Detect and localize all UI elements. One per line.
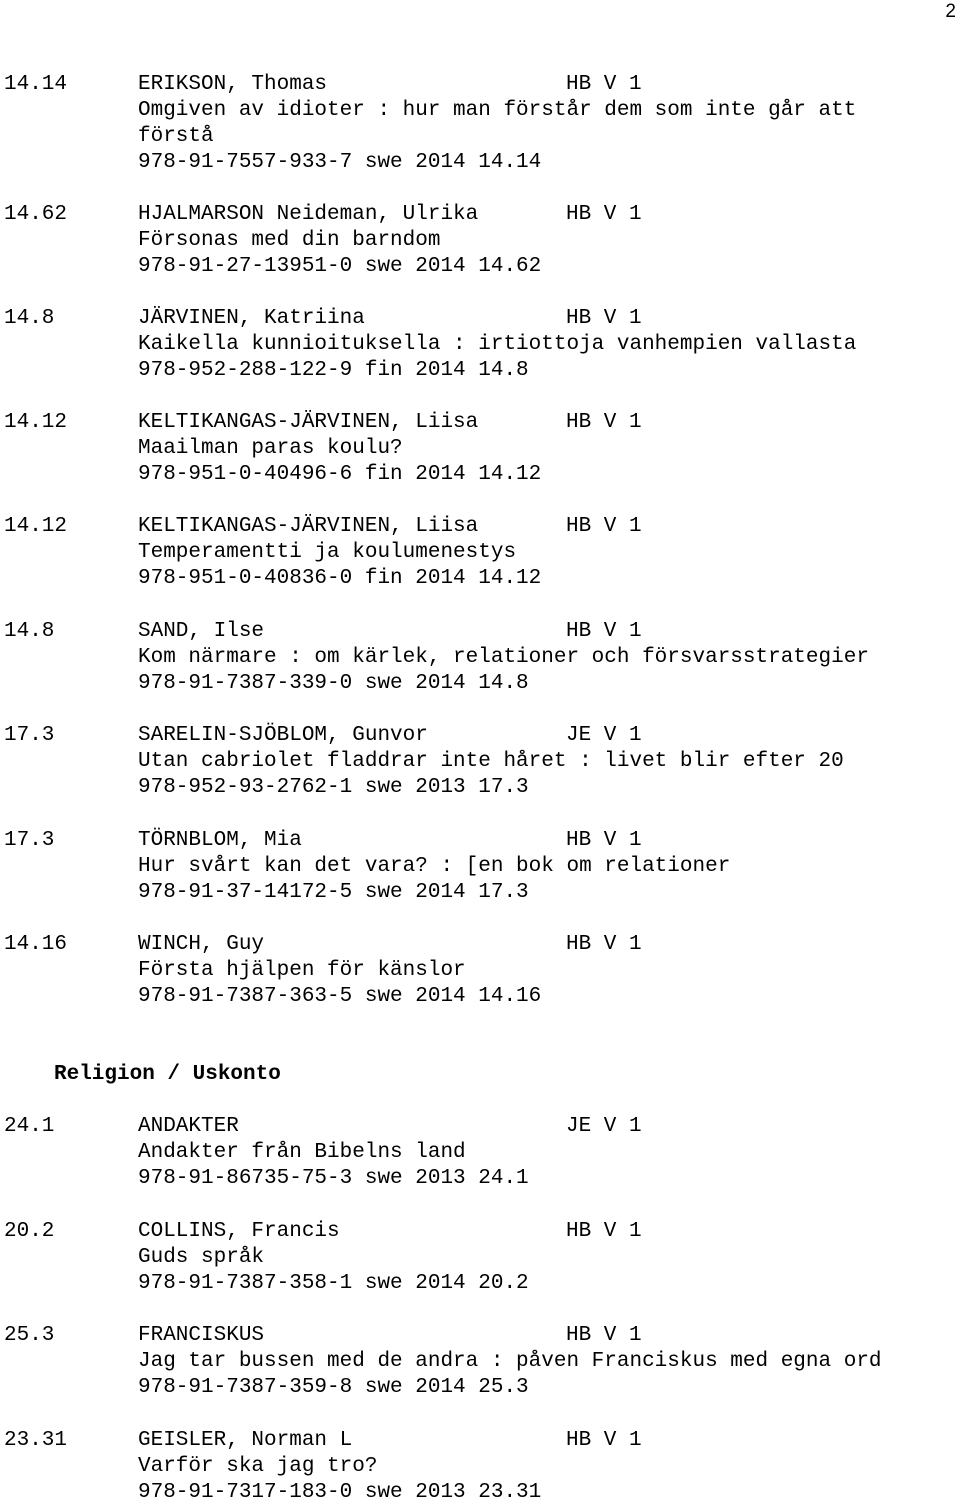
book-title: Jag tar bussen med de andra : påven Franciskus med egna ord: [138, 1350, 882, 1373]
author-name: TÖRNBLOM, Mia: [138, 829, 302, 852]
author-name: KELTIKANGAS-JÄRVINEN, Liisa: [138, 515, 479, 538]
entry-isbn-line: [4, 150, 959, 176]
entry-header-line: [4, 72, 959, 98]
isbn-info: 978-91-27-13951-0 swe 2014 14.62: [138, 255, 542, 278]
author-name: COLLINS, Francis: [138, 1220, 340, 1243]
isbn-info: 978-91-7557-933-7 swe 2014 14.14: [138, 151, 542, 174]
entry-header-line: [4, 828, 959, 854]
entry-isbn-line: [4, 1271, 959, 1297]
entry-title-line: [4, 540, 959, 566]
isbn-info: 978-91-7317-183-0 swe 2013 23.31: [138, 1481, 542, 1504]
entry-isbn-line: [4, 1166, 959, 1192]
entry-header-line: [4, 1428, 959, 1454]
format-code: HB V 1: [566, 411, 642, 434]
book-title: Kaikella kunnioituksella : irtiottoja vanhempien vallasta: [138, 333, 857, 356]
entry-header-line: [4, 1114, 959, 1140]
entry-title-line: [4, 436, 959, 462]
format-code: HB V 1: [566, 1324, 642, 1347]
class-code: 23.31: [4, 1429, 68, 1452]
entry-header-line: [4, 619, 959, 645]
entry-isbn-line: [4, 566, 959, 592]
author-name: SARELIN-SJÖBLOM, Gunvor: [138, 724, 428, 747]
author-name: GEISLER, Norman L: [138, 1429, 353, 1452]
entry-header-line: [4, 514, 959, 540]
catalog-entry: [4, 1428, 959, 1506]
entry-header-line: [4, 723, 959, 749]
book-title: Hur svårt kan det vara? : [en bok om relationer: [138, 855, 731, 878]
author-name: FRANCISKUS: [138, 1324, 265, 1347]
class-code: 14.8: [4, 307, 55, 330]
catalog-entry: [4, 202, 959, 280]
book-title: Kom närmare : om kärlek, relationer och försvarsstrategier: [138, 646, 869, 669]
catalog-entry: [4, 306, 959, 384]
catalog-entry: [4, 932, 959, 1010]
entry-title-line: [4, 749, 959, 775]
class-code: 14.12: [4, 411, 68, 434]
entry-title-line: [4, 1245, 959, 1271]
entry-isbn-line: [4, 462, 959, 488]
entry-isbn-line: [4, 1375, 959, 1401]
isbn-info: 978-951-0-40836-0 fin 2014 14.12: [138, 567, 542, 590]
entry-title-line: [4, 98, 959, 124]
entry-isbn-line: [4, 254, 959, 280]
entry-header-line: [4, 202, 959, 228]
entry-title-line: [4, 1454, 959, 1480]
book-title: Utan cabriolet fladdrar inte håret : livet blir efter 20: [138, 750, 844, 773]
catalog-entry: [4, 514, 959, 592]
author-name: HJALMARSON Neideman, Ulrika: [138, 203, 479, 226]
format-code: HB V 1: [566, 620, 642, 643]
format-code: HB V 1: [566, 307, 642, 330]
entry-isbn-line: [4, 671, 959, 697]
isbn-info: 978-952-93-2762-1 swe 2013 17.3: [138, 776, 529, 799]
entry-header-line: [4, 410, 959, 436]
class-code: 14.16: [4, 933, 68, 956]
page-number: 2: [945, 1, 956, 22]
catalog-entry: [4, 1323, 959, 1401]
catalog-entry: [4, 1114, 959, 1192]
class-code: 14.8: [4, 620, 55, 643]
isbn-info: 978-91-86735-75-3 swe 2013 24.1: [138, 1167, 529, 1190]
entry-title-line: [4, 958, 959, 984]
isbn-info: 978-91-7387-359-8 swe 2014 25.3: [138, 1376, 529, 1399]
format-code: HB V 1: [566, 829, 642, 852]
entry-header-line: [4, 1219, 959, 1245]
isbn-info: 978-91-7387-358-1 swe 2014 20.2: [138, 1272, 529, 1295]
entry-title-line: [4, 124, 959, 150]
author-name: ERIKSON, Thomas: [138, 73, 328, 96]
class-code: 17.3: [4, 724, 55, 747]
catalog-entry: [4, 72, 959, 176]
entry-title-line: [4, 332, 959, 358]
catalog-entry: [4, 619, 959, 697]
isbn-info: 978-91-7387-363-5 swe 2014 14.16: [138, 985, 542, 1008]
book-title: Andakter från Bibelns land: [138, 1141, 466, 1164]
entry-isbn-line: [4, 880, 959, 906]
class-code: 14.12: [4, 515, 68, 538]
author-name: SAND, Ilse: [138, 620, 265, 643]
format-code: HB V 1: [566, 1429, 642, 1452]
format-code: HB V 1: [566, 1220, 642, 1243]
class-code: 24.1: [4, 1115, 55, 1138]
book-title: Guds språk: [138, 1246, 265, 1269]
isbn-info: 978-91-37-14172-5 swe 2014 17.3: [138, 881, 529, 904]
book-title: Temperamentti ja koulumenestys: [138, 541, 517, 564]
entry-isbn-line: [4, 775, 959, 801]
entry-isbn-line: [4, 984, 959, 1010]
entry-title-line: [4, 228, 959, 254]
format-code: JE V 1: [566, 724, 642, 747]
book-title: Försonas med din barndom: [138, 229, 441, 252]
author-name: JÄRVINEN, Katriina: [138, 307, 365, 330]
entry-isbn-line: [4, 1480, 959, 1506]
section-heading: Religion / Uskonto: [54, 1063, 281, 1086]
book-title: Maailman paras koulu?: [138, 437, 403, 460]
class-code: 14.62: [4, 203, 68, 226]
entry-header-line: [4, 1323, 959, 1349]
isbn-info: 978-951-0-40496-6 fin 2014 14.12: [138, 463, 542, 486]
book-title: Varför ska jag tro?: [138, 1455, 378, 1478]
entry-title-line: [4, 854, 959, 880]
author-name: KELTIKANGAS-JÄRVINEN, Liisa: [138, 411, 479, 434]
format-code: HB V 1: [566, 73, 642, 96]
catalog-entry: [4, 1219, 959, 1297]
isbn-info: 978-952-288-122-9 fin 2014 14.8: [138, 359, 529, 382]
entry-header-line: [4, 932, 959, 958]
class-code: 14.14: [4, 73, 68, 96]
format-code: HB V 1: [566, 515, 642, 538]
class-code: 25.3: [4, 1324, 55, 1347]
entry-isbn-line: [4, 358, 959, 384]
class-code: 20.2: [4, 1220, 55, 1243]
book-title: förstå: [138, 125, 214, 148]
entry-title-line: [4, 1349, 959, 1375]
catalog-entry: [4, 410, 959, 488]
catalog-entry: [4, 828, 959, 906]
book-title: Omgiven av idioter : hur man förstår dem som inte går att: [138, 99, 857, 122]
format-code: HB V 1: [566, 203, 642, 226]
entry-title-line: [4, 645, 959, 671]
format-code: JE V 1: [566, 1115, 642, 1138]
author-name: WINCH, Guy: [138, 933, 265, 956]
book-title: Första hjälpen för känslor: [138, 959, 466, 982]
entry-header-line: [4, 306, 959, 332]
isbn-info: 978-91-7387-339-0 swe 2014 14.8: [138, 672, 529, 695]
author-name: ANDAKTER: [138, 1115, 239, 1138]
format-code: HB V 1: [566, 933, 642, 956]
class-code: 17.3: [4, 829, 55, 852]
entry-title-line: [4, 1140, 959, 1166]
catalog-entry: [4, 723, 959, 801]
